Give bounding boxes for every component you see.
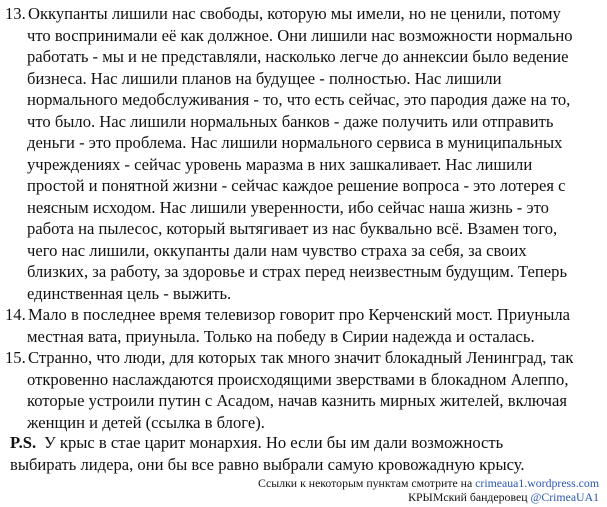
- item-line: работа на пылесос, который вытягивает из нас буквально всё. Взамен того,: [27, 219, 558, 238]
- item-line: Мало в последнее время телевизор говорит про Керченский мост. Приуныла: [28, 305, 571, 324]
- twitter-handle-link[interactable]: @CrimeaUA1: [530, 490, 599, 504]
- footer-sources: [258, 476, 599, 490]
- item-line: простой и понятной жизни - сейчас каждое решение вопроса - это лотерея с: [27, 176, 566, 195]
- item-line: которые устроили путин с Асадом, начав казнить мирных жителей, включая: [27, 391, 568, 410]
- item-line: что было. Нас лишили нормальных банков - даже получить или отправить: [27, 111, 554, 131]
- item-line: женщин и детей (ссылка в блоге).: [27, 412, 265, 432]
- item-number: 15.: [5, 348, 26, 367]
- item-line: деньги - это проблема. Нас лишили нормального сервиса в муниципальных: [27, 133, 563, 152]
- footer-text: Ссылки к некоторым пунктам смотрите на: [258, 476, 476, 490]
- item-line: единственная цель - выжить.: [27, 283, 232, 303]
- item-line: нормального медобслуживания - то, что есть сейчас, это пародия даже на то,: [27, 90, 571, 109]
- blog-link[interactable]: crimeaua1.wordpress.com: [475, 476, 599, 490]
- item-line: Оккупанты лишили нас свободы, которую мы имели, но не ценили, потому: [28, 4, 561, 23]
- footer-text: КРЫМский бандеровец: [408, 490, 531, 504]
- item-line: что воспринимали её как должное. Они лишили нас возможности нормально: [27, 25, 573, 45]
- item-number: 13.: [5, 4, 26, 23]
- postscript-line: выбирать лидера, они бы все равно выбрали самую кровожадную крысу.: [10, 454, 525, 474]
- postscript-line: У крыс в стае царит монархия. Но если бы им дали возможность: [44, 433, 504, 452]
- item-line: чего нас лишили, оккупанты дали нам чувство страха за себя, за своих: [27, 240, 527, 260]
- item-line: местная вата, приуныла. Только на победу в Сирии надежда и осталась.: [27, 326, 535, 346]
- item-line: работать - мы и не представляли, насколько легче до аннексии было ведение: [27, 47, 569, 66]
- postscript-label: P.S.: [10, 433, 37, 452]
- item-line: бизнеса. Нас лишили планов на будущее - полностью. Нас лишили: [27, 68, 502, 88]
- item-number: 14.: [5, 305, 26, 324]
- item-line: близких, за работу, за здоровье и страх перед неизвестным будущим. Теперь: [27, 262, 568, 281]
- item-line: откровенно наслаждаются происходящими зверствами в блокадном Алеппо,: [27, 369, 569, 389]
- item-line: учреждениях - сейчас уровень маразма в них зашкаливает. Нас лишили: [27, 154, 533, 174]
- footer-author: [408, 490, 599, 504]
- item-line: неясным исходом. Нас лишили уверенности, ибо сейчас наша жизнь - это: [27, 197, 549, 217]
- item-line: Странно, что люди, для которых так много значит блокадный Ленинград, так: [28, 348, 574, 367]
